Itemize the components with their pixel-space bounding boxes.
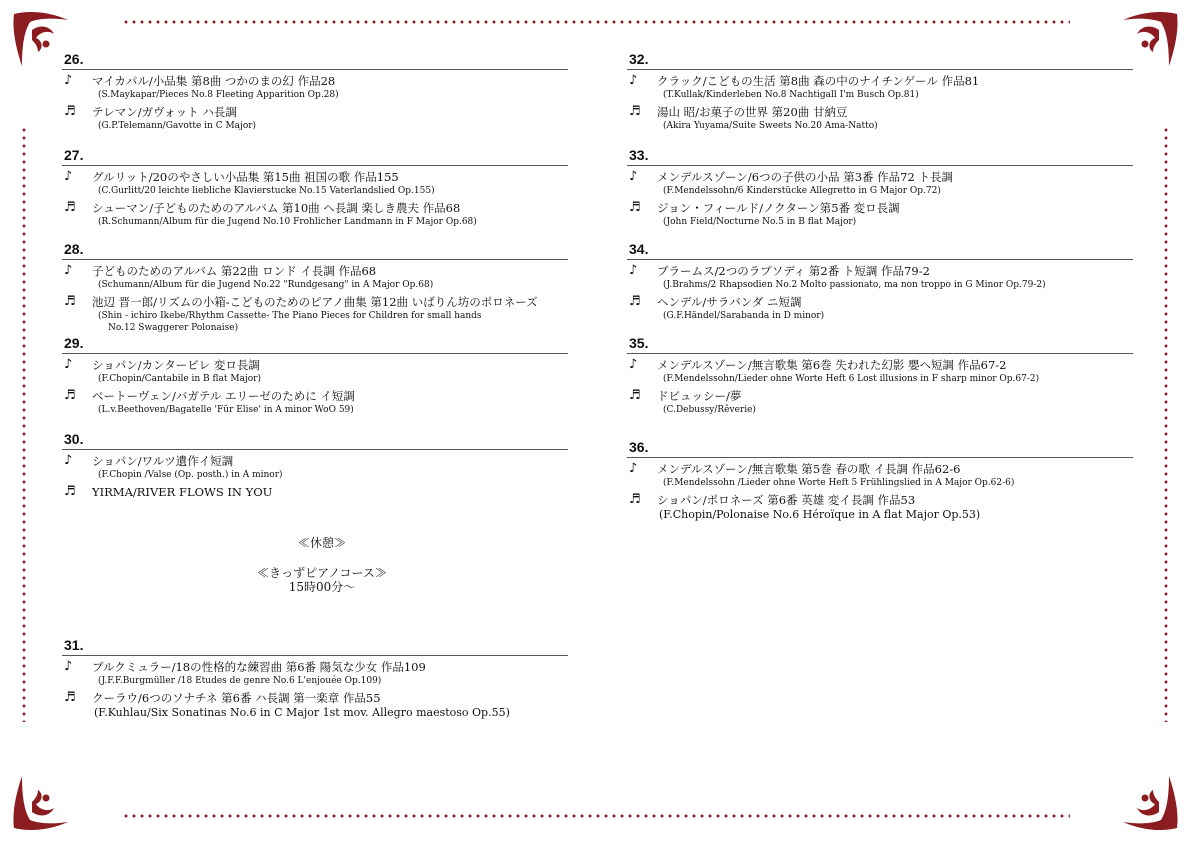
piece-title-en: (R.Schumann/Album für die Jugend No.10 Frohlicher Landmann in F Major Op.68) [98, 217, 477, 227]
item-number: 35. [627, 334, 1133, 354]
piece-title-en: (J.Brahms/2 Rhapsodien No.2 Molto passionato, ma non troppo in G Minor Op.79-2) [663, 280, 1046, 290]
piece-title-en: (L.v.Beethoven/Bagatelle 'Für Elise' in A minor WoO 59) [98, 405, 354, 415]
piece-title: ショパン/カンタービレ 変ロ長調 [92, 358, 260, 372]
piece-title-en: (C.Gurlitt/20 leichte liebliche Klavierstucke No.15 Vaterlandslied Op.155) [98, 186, 435, 196]
piece-title: 湯山 昭/お菓子の世界 第20曲 甘納豆 [657, 105, 848, 119]
piece-title: テレマン/ガヴォット ハ長調 [92, 105, 237, 119]
item-number: 28. [62, 240, 568, 260]
piece-title-en: (Shin - ichiro Ikebe/Rhythm Cassette- The Piano Pieces for Children for small hands [98, 311, 482, 321]
piece-entry [627, 357, 1133, 385]
piece-title-en: (F.Chopin/Cantabile in B flat Major) [98, 374, 261, 384]
piece-entry [62, 73, 568, 101]
piece-title-en: (F.Mendelssohn/6 Kinderstücke Allegretto in G Major Op.72) [663, 186, 941, 196]
piece-entry [627, 104, 1133, 132]
music-note-icon: ♪ [64, 169, 73, 184]
piece-title-en: (G.P.Telemann/Gavotte in C Major) [98, 121, 257, 131]
music-note-icon: ♪ [64, 73, 73, 88]
piece-title-en: (F.Mendelssohn/Lieder ohne Worte Heft 6 Lost illusions in F sharp minor Op.67-2) [663, 374, 1040, 384]
piece-title: クラック/こどもの生活 第8曲 森の中のナイチンゲール 作品81 [657, 74, 980, 88]
piece-entry [627, 263, 1133, 291]
piece-title: ショパン/ワルツ遺作イ短調 [92, 454, 234, 468]
intermission-block [192, 536, 452, 594]
top-dotted-border [122, 20, 1070, 24]
piece-entry [627, 169, 1133, 197]
piece-title-en: (F.Chopin /Valse (Op. posth.) in A minor) [98, 470, 283, 480]
piece-title-en-cont: No.12 Swaggerer Polonaise) [108, 323, 239, 333]
piece-title: ドビュッシー/夢 [657, 389, 742, 403]
piece-title: グルリット/20のやさしい小品集 第15曲 祖国の歌 作品155 [92, 170, 399, 184]
piece-title-en: (Akira Yuyama/Suite Sweets No.20 Ama-Natto) [663, 121, 878, 131]
beamed-notes-icon: ♬ [64, 294, 76, 309]
piece-entry [62, 357, 568, 385]
program-item-33 [627, 146, 1133, 228]
piece-entry [62, 263, 568, 291]
program-item-30 [62, 430, 568, 500]
bottom-dotted-border [122, 814, 1070, 818]
piece-entry [62, 453, 568, 481]
beamed-notes-icon: ♬ [64, 104, 76, 119]
piece-title: マイカパル/小品集 第8曲 つかのまの幻 作品28 [92, 74, 336, 88]
beamed-notes-icon: ♬ [64, 388, 76, 403]
item-number: 27. [62, 146, 568, 166]
piece-entry [627, 294, 1133, 322]
piece-title: YIRMA/RIVER FLOWS IN YOU [92, 485, 273, 499]
piece-title-en: (C.Debussy/Rêverie) [663, 405, 756, 415]
piece-title: ジョン・フィールド/ノクターン第5番 変ロ長調 [657, 201, 900, 215]
music-note-icon: ♪ [64, 263, 73, 278]
piece-title-en: (J.F.F.Burgmüller /18 Etudes de genre No.6 L'enjouée Op.109) [98, 676, 382, 686]
beamed-notes-icon: ♬ [629, 294, 641, 309]
piece-entry [627, 388, 1133, 416]
start-time: 15時00分〜 [288, 580, 356, 594]
item-number: 33. [627, 146, 1133, 166]
kids-course-label: ≪きっずピアノコース≫ [257, 566, 387, 580]
music-note-icon: ♪ [629, 461, 638, 476]
piece-entry [62, 388, 568, 416]
item-number: 29. [62, 334, 568, 354]
left-dotted-border [22, 126, 26, 722]
piece-entry [62, 200, 568, 228]
beamed-notes-icon: ♬ [64, 200, 76, 215]
right-dotted-border [1164, 126, 1168, 722]
piece-title-en: (F.Kuhlau/Six Sonatinas No.6 in C Major 1st mov. Allegro maestoso Op.55) [94, 706, 510, 719]
piece-entry [62, 690, 568, 720]
piece-title: ショパン/ポロネーズ 第6番 英雄 変イ長調 作品53 [657, 493, 916, 507]
piece-title: メンデルスゾーン/6つの子供の小品 第3番 作品72 ト長調 [657, 170, 953, 184]
beamed-notes-icon: ♬ [629, 388, 641, 403]
music-note-icon: ♪ [629, 169, 638, 184]
piece-title: メンデルスゾーン/無言歌集 第5巻 春の歌 イ長調 作品62-6 [657, 462, 961, 476]
item-number: 30. [62, 430, 568, 450]
piece-title-en: (Schumann/Album für die Jugend No.22 "Rundgesang" in A Major Op.68) [98, 280, 434, 290]
program-item-27 [62, 146, 568, 228]
program-item-29 [62, 334, 568, 416]
program-item-32 [627, 50, 1133, 132]
piece-entry [62, 484, 568, 500]
program-item-36 [627, 438, 1133, 522]
piece-title: 子どものためのアルバム 第22曲 ロンド イ長調 作品68 [92, 264, 377, 278]
item-number: 32. [627, 50, 1133, 70]
piece-title-en: (John Field/Nocturne No.5 in B flat Major) [663, 217, 857, 227]
piece-title: ヘンデル/サラバンダ ニ短調 [657, 295, 802, 309]
piece-title: クーラウ/6つのソナチネ 第6番 ハ長調 第一楽章 作品55 [92, 691, 381, 705]
corner-ornament-icon [1117, 770, 1181, 834]
piece-entry [62, 104, 568, 132]
music-note-icon: ♪ [629, 357, 638, 372]
item-number: 26. [62, 50, 568, 70]
music-note-icon: ♪ [629, 263, 638, 278]
program-item-28 [62, 240, 568, 334]
item-number: 31. [62, 636, 568, 656]
piece-entry [627, 492, 1133, 522]
piece-title: ブルクミュラー/18の性格的な練習曲 第6番 陽気な少女 作品109 [92, 660, 426, 674]
intermission-label: ≪休憩≫ [297, 536, 346, 550]
piece-title: 池辺 晋一郎/リズムの小箱-こどものためのピアノ曲集 第12曲 いばりん坊のポロネーズ [92, 295, 538, 309]
piece-entry [627, 73, 1133, 101]
beamed-notes-icon: ♬ [64, 484, 76, 499]
piece-title-en: (S.Maykapar/Pieces No.8 Fleeting Apparition Op.28) [98, 90, 339, 100]
piece-title: ベートーヴェン/バガテル エリーゼのために イ短調 [92, 389, 355, 403]
piece-title-en: (T.Kullak/Kinderleben No.8 Nachtigall I'm Busch Op.81) [663, 90, 919, 100]
item-number: 34. [627, 240, 1133, 260]
piece-title-en: (F.Mendelssohn /Lieder ohne Worte Heft 5 Frühlingslied in A Major Op.62-6) [663, 478, 1015, 488]
music-note-icon: ♪ [64, 453, 73, 468]
piece-entry [62, 169, 568, 197]
item-number: 36. [627, 438, 1133, 458]
piece-title: シューマン/子どものためのアルバム 第10曲 へ長調 楽しき農夫 作品68 [92, 201, 461, 215]
program-item-35 [627, 334, 1133, 416]
beamed-notes-icon: ♬ [64, 690, 76, 705]
piece-entry [627, 461, 1133, 489]
program-item-34 [627, 240, 1133, 322]
program-item-31 [62, 636, 568, 720]
corner-ornament-icon [10, 770, 74, 834]
music-note-icon: ♪ [629, 73, 638, 88]
beamed-notes-icon: ♬ [629, 492, 641, 507]
piece-entry [627, 200, 1133, 228]
music-note-icon: ♪ [64, 357, 73, 372]
beamed-notes-icon: ♬ [629, 104, 641, 119]
beamed-notes-icon: ♬ [629, 200, 641, 215]
music-note-icon: ♪ [64, 659, 73, 674]
piece-entry [62, 294, 568, 334]
piece-title: ブラームス/2つのラプソディ 第2番 ト短調 作品79-2 [657, 264, 930, 278]
piece-title-en: (G.F.Händel/Sarabanda in D minor) [663, 311, 825, 321]
piece-entry [62, 659, 568, 687]
program-item-26 [62, 50, 568, 132]
piece-title-en: (F.Chopin/Polonaise No.6 Héroïque in A flat Major Op.53) [659, 508, 981, 521]
piece-title: メンデルスゾーン/無言歌集 第6巻 失われた幻影 嬰ヘ短調 作品67-2 [657, 358, 1007, 372]
